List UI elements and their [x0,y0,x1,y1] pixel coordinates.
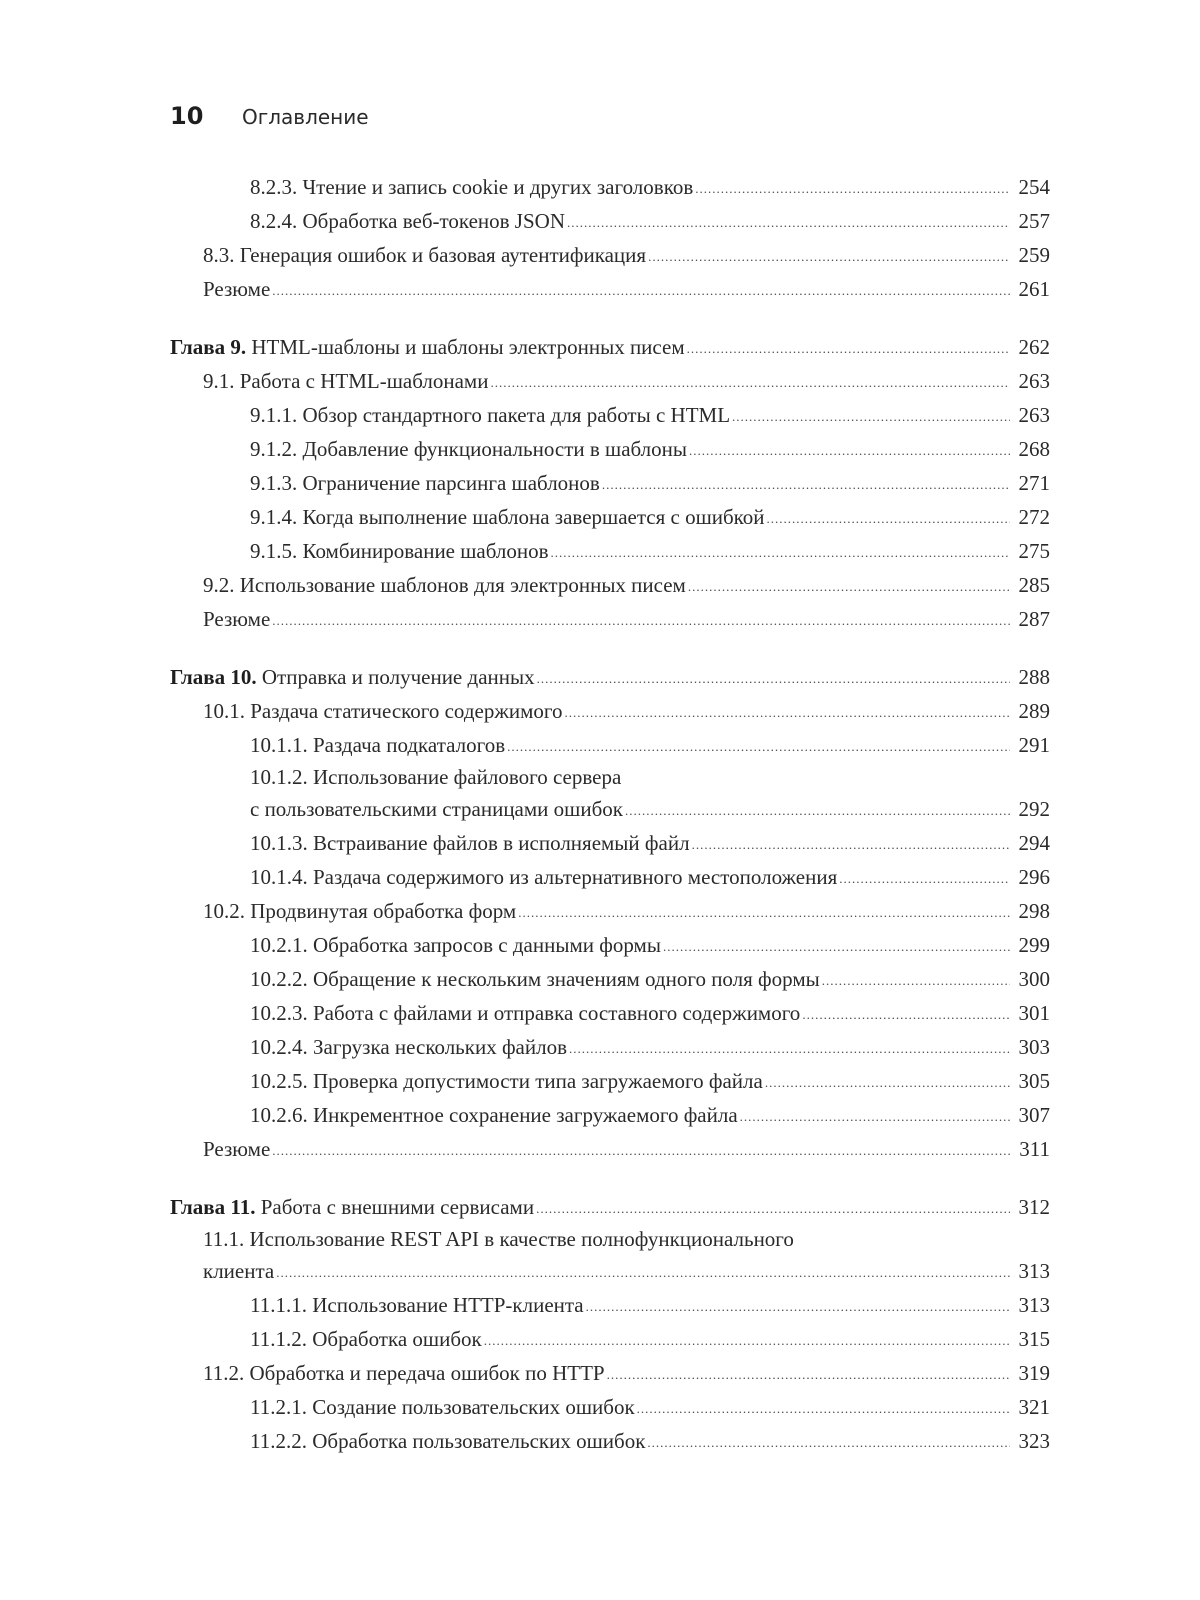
toc-section-entry[interactable] [170,1224,1050,1288]
toc-page-number: 275 [1018,539,1050,563]
dot-leader [272,274,1010,308]
toc-page-number: 296 [1018,865,1050,889]
toc-chapter-entry[interactable] [170,330,1050,364]
toc-entry-title [250,534,549,568]
toc-entry-text: 10.1.1. Раздача подкаталогов [250,733,506,757]
toc-entry-title [170,1190,534,1224]
toc-section-entry[interactable] [170,568,1050,602]
toc-entry-title [203,272,270,306]
dot-leader [740,1100,1010,1134]
dot-leader [689,434,1010,468]
toc-page-number: 299 [1018,933,1050,957]
toc-page-number: 288 [1018,665,1050,689]
toc-page-number: 311 [1019,1137,1050,1161]
toc-section-entry[interactable] [170,238,1050,272]
table-of-contents [170,170,1050,1482]
toc-subsection-entry[interactable] [170,1322,1050,1356]
toc-entry-text: 8.3. Генерация ошибок и базовая аутентификация [203,243,647,267]
toc-entry-text: 11.1. Использование REST API в качестве полнофункционального [203,1227,794,1251]
toc-entry-title [203,1356,605,1390]
dot-leader [586,1290,1010,1324]
toc-entry-text: HTML-шаблоны и шаблоны электронных писем [251,335,685,359]
chapter-label: Глава 9. [170,335,247,359]
toc-page-number: 301 [1018,1001,1050,1025]
toc-entry-title [250,466,600,500]
toc-page-number: 271 [1018,471,1050,495]
toc-subsection-entry[interactable] [170,1030,1050,1064]
toc-page-number: 268 [1018,437,1050,461]
dot-leader [687,332,1010,366]
dot-leader [272,1134,1010,1168]
toc-page-number: 287 [1018,607,1050,631]
toc-entry-title [170,330,685,364]
toc-page-number: 259 [1018,243,1050,267]
toc-entry-text: 9.1.4. Когда выполнение шаблона завершается с ошибкой [250,505,765,529]
chapter-label: Глава 10. [170,665,257,689]
toc-entry-text: Резюме [203,1137,271,1161]
toc-chapter-group [170,170,1050,306]
toc-entry-text: Резюме [203,277,271,301]
toc-entry-text: 9.1.2. Добавление функциональности в шаблоны [250,437,688,461]
toc-entry-title [203,238,646,272]
toc-page-number: 315 [1018,1327,1050,1351]
toc-entry-text: 11.1.2. Обработка ошибок [250,1327,482,1351]
dot-leader [490,366,1010,400]
toc-entry-text: 11.1.1. Использование HTTP-клиента [250,1293,584,1317]
toc-entry-text: 10.1.4. Раздача содержимого из альтернативного местоположения [250,865,838,889]
page-header [170,102,369,138]
toc-page-number: 321 [1018,1395,1050,1419]
toc-entry-text: 10.2.1. Обработка запросов с данными формы [250,933,661,957]
toc-entry-text: Резюме [203,607,271,631]
toc-entry-title [203,694,562,728]
toc-page-number: 272 [1018,505,1050,529]
toc-subsection-entry[interactable] [170,170,1050,204]
toc-entry-title [250,1064,763,1098]
toc-entry-text-continued: клиента [203,1259,275,1283]
dot-leader [839,862,1010,896]
toc-entry-first-line [203,1224,1050,1254]
toc-entry-title [250,432,687,466]
dot-leader [518,896,1010,930]
toc-subsection-entry[interactable] [170,204,1050,238]
toc-page-number: 263 [1018,403,1050,427]
toc-section-entry[interactable] [170,1356,1050,1390]
toc-entry-title [250,500,765,534]
dot-leader [802,998,1010,1032]
toc-chapter-entry[interactable] [170,1190,1050,1224]
toc-entry-title [250,765,621,789]
toc-subsection-entry[interactable] [170,1064,1050,1098]
toc-page-number: 307 [1018,1103,1050,1127]
toc-entry-text: 10.1.2. Использование файлового сервера [250,765,622,789]
toc-entry-title [250,728,505,762]
toc-entry-text-continued: с пользовательскими страницами ошибок [250,797,623,821]
toc-page-number: 262 [1018,335,1050,359]
toc-entry-text: 11.2.2. Обработка пользовательских ошибок [250,1429,646,1453]
toc-entry-title [250,204,565,238]
dot-leader [537,662,1010,696]
toc-entry-text: Отправка и получение данных [261,665,535,689]
toc-page-number: 291 [1018,733,1050,757]
dot-leader [732,400,1010,434]
toc-entry-text: 9.1.1. Обзор стандартного пакета для работы с HTML [250,403,731,427]
toc-subsection-entry[interactable] [170,500,1050,534]
toc-page-number: 312 [1018,1195,1050,1219]
toc-entry-title [250,1030,567,1064]
toc-entry-text: 9.1.3. Ограничение парсинга шаблонов [250,471,600,495]
dot-leader [567,206,1010,240]
toc-entry-text: Работа с внешними сервисами [260,1195,535,1219]
toc-entry-text: 10.2.3. Работа с файлами и отправка составного содержимого [250,1001,801,1025]
toc-subsection-entry[interactable] [170,996,1050,1030]
dot-leader [569,1032,1010,1066]
dot-leader [625,794,1010,828]
toc-entry-title [203,1132,270,1166]
dot-leader [564,696,1010,730]
dot-leader [695,172,1010,206]
toc-subsection-entry[interactable] [170,728,1050,762]
toc-subsection-entry[interactable] [170,762,1050,826]
dot-leader [767,502,1010,536]
toc-page-number: 292 [1018,797,1050,821]
toc-subsection-entry[interactable] [170,928,1050,962]
toc-entry-title [250,860,837,894]
dot-leader [507,730,1010,764]
toc-section-entry[interactable] [170,602,1050,636]
toc-entry-title [250,826,690,860]
toc-entry-text: 10.1. Раздача статического содержимого [203,699,563,723]
dot-leader [648,240,1010,274]
toc-page-number: 263 [1018,369,1050,393]
toc-subsection-entry[interactable] [170,466,1050,500]
toc-page-number: 300 [1018,967,1050,991]
toc-entry-title [203,1227,794,1251]
toc-entry-title [250,398,730,432]
dot-leader [602,468,1010,502]
toc-subsection-entry[interactable] [170,398,1050,432]
dot-leader [551,536,1010,570]
toc-subsection-entry[interactable] [170,962,1050,996]
toc-entry-title [250,170,693,204]
toc-entry-text: 9.1.5. Комбинирование шаблонов [250,539,549,563]
toc-section-entry[interactable] [170,272,1050,306]
dot-leader [272,604,1010,638]
toc-entry-text: 10.2.2. Обращение к нескольким значениям одного поля формы [250,967,820,991]
dot-leader [692,828,1010,862]
toc-entry-text: 10.2. Продвинутая обработка форм [203,899,517,923]
toc-entry-title [203,894,516,928]
toc-subsection-entry[interactable] [170,1390,1050,1424]
toc-entry-title [250,1288,584,1322]
dot-leader [822,964,1010,998]
toc-entry-title [170,660,535,694]
toc-subsection-entry[interactable] [170,432,1050,466]
dot-leader [647,1426,1010,1460]
toc-page-number: 261 [1018,277,1050,301]
toc-chapter-entry[interactable] [170,660,1050,694]
toc-section-entry[interactable] [170,364,1050,398]
toc-entry-text: 11.2. Обработка и передача ошибок по HTTP [203,1361,605,1385]
toc-entry-title [203,568,686,602]
toc-page-number: 254 [1018,175,1050,199]
toc-entry-text: 9.1. Работа с HTML-шаблонами [203,369,489,393]
toc-entry-title [250,1390,635,1424]
toc-entry-title [250,1098,738,1132]
toc-entry-text: 11.2.1. Создание пользовательских ошибок [250,1395,635,1419]
dot-leader [276,1256,1010,1290]
toc-chapter-group [170,660,1050,1166]
toc-section-entry[interactable] [170,694,1050,728]
toc-subsection-entry[interactable] [170,1424,1050,1458]
dot-leader [663,930,1010,964]
toc-entry-text: 8.2.3. Чтение и запись cookie и других заголовков [250,175,694,199]
toc-entry-text: 9.2. Использование шаблонов для электронных писем [203,573,686,597]
dot-leader [607,1358,1010,1392]
toc-chapter-group [170,1190,1050,1458]
toc-entry-title [250,928,661,962]
toc-page-number: 323 [1018,1429,1050,1453]
toc-entry-text: 8.2.4. Обработка веб-токенов JSON [250,209,565,233]
page-number: 10 [170,102,204,130]
toc-page-number: 294 [1018,831,1050,855]
toc-subsection-entry[interactable] [170,534,1050,568]
toc-subsection-entry[interactable] [170,860,1050,894]
dot-leader [536,1192,1010,1226]
toc-entry-title [203,602,270,636]
toc-page-number: 313 [1018,1259,1050,1283]
dot-leader [765,1066,1010,1100]
toc-page-number: 298 [1018,899,1050,923]
toc-subsection-entry[interactable] [170,1098,1050,1132]
toc-entry-last-line [203,1254,1050,1288]
chapter-label: Глава 11. [170,1195,256,1219]
toc-page-number: 303 [1018,1035,1050,1059]
toc-entry-first-line [250,762,1050,792]
toc-entry-title [250,996,800,1030]
toc-page-number: 319 [1018,1361,1050,1385]
toc-page-number: 289 [1018,699,1050,723]
dot-leader [637,1392,1010,1426]
toc-entry-text: 10.2.6. Инкрементное сохранение загружаемого файла [250,1103,738,1127]
toc-section-entry[interactable] [170,894,1050,928]
dot-leader [484,1324,1010,1358]
toc-entry-title [250,962,820,996]
toc-section-entry[interactable] [170,1132,1050,1166]
toc-entry-text: 10.1.3. Встраивание файлов в исполняемый файл [250,831,690,855]
dot-leader [688,570,1010,604]
toc-entry-text: 10.2.5. Проверка допустимости типа загружаемого файла [250,1069,763,1093]
toc-chapter-group [170,330,1050,636]
toc-entry-title [203,364,488,398]
toc-entry-text: 10.2.4. Загрузка нескольких файлов [250,1035,567,1059]
running-title: Оглавление [242,105,369,129]
toc-page-number: 257 [1018,209,1050,233]
toc-page-number: 285 [1018,573,1050,597]
toc-entry-title [250,1322,482,1356]
toc-page-number: 305 [1018,1069,1050,1093]
toc-page-number: 313 [1018,1293,1050,1317]
toc-entry-title [250,1424,645,1458]
toc-entry-last-line [250,792,1050,826]
toc-subsection-entry[interactable] [170,1288,1050,1322]
toc-subsection-entry[interactable] [170,826,1050,860]
